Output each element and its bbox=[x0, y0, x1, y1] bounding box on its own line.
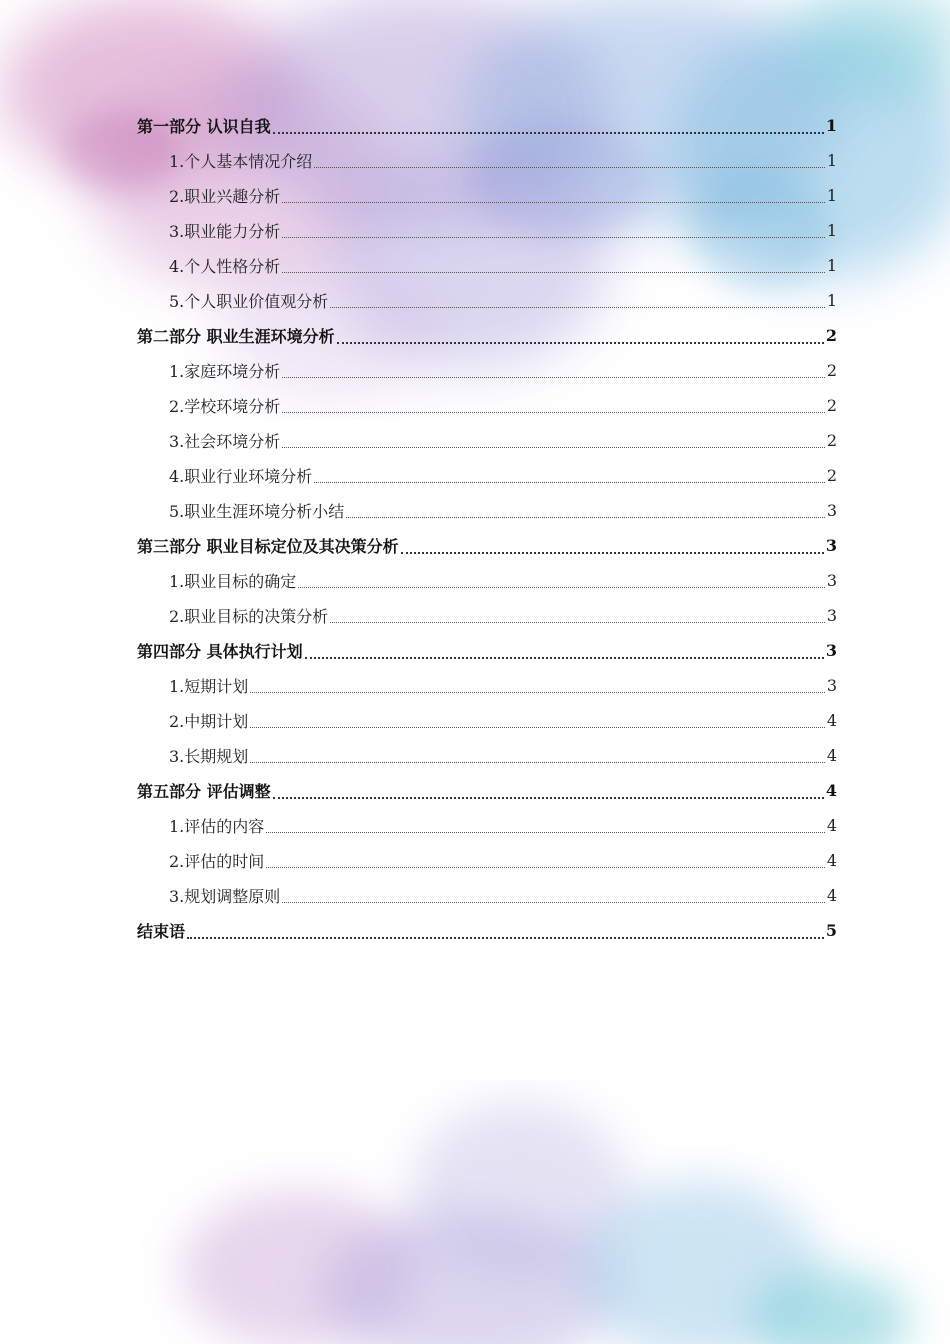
toc-dot-leader bbox=[266, 867, 825, 868]
toc-entry-title: 4.职业行业环境分析 bbox=[169, 467, 313, 486]
toc-section-entry[interactable] bbox=[137, 528, 837, 563]
toc-page-number: 4 bbox=[826, 711, 837, 730]
toc-entry-title: 第三部分 职业目标定位及其决策分析 bbox=[137, 537, 399, 556]
toc-entry-title: 3.长期规划 bbox=[169, 747, 249, 766]
toc-entry-title: 1.评估的内容 bbox=[169, 817, 265, 836]
toc-page-number: 1 bbox=[826, 151, 837, 170]
toc-entry-title: 3.职业能力分析 bbox=[169, 222, 281, 241]
toc-dot-leader bbox=[266, 832, 825, 833]
toc-section-entry[interactable] bbox=[137, 773, 837, 808]
toc-dot-leader bbox=[282, 237, 825, 238]
toc-subsection-entry[interactable] bbox=[137, 563, 837, 598]
toc-dot-leader bbox=[282, 202, 825, 203]
toc-entry-title: 3.规划调整原则 bbox=[169, 887, 281, 906]
watercolor-decoration-bottom bbox=[0, 1080, 950, 1344]
toc-page-number: 3 bbox=[826, 501, 837, 520]
toc-section-entry[interactable] bbox=[137, 913, 837, 948]
toc-dot-leader bbox=[282, 377, 825, 378]
toc-page-number: 1 bbox=[826, 256, 837, 275]
toc-entry-title: 2.职业目标的决策分析 bbox=[169, 607, 329, 626]
toc-dot-leader bbox=[187, 937, 824, 939]
toc-dot-leader bbox=[330, 307, 825, 308]
toc-page-number: 3 bbox=[826, 606, 837, 625]
toc-page-number: 4 bbox=[826, 886, 837, 905]
toc-section-entry[interactable] bbox=[137, 633, 837, 668]
toc-page-number: 4 bbox=[826, 816, 837, 835]
toc-dot-leader bbox=[346, 517, 825, 518]
toc-subsection-entry[interactable] bbox=[137, 143, 837, 178]
toc-page-number: 1 bbox=[826, 291, 837, 310]
toc-entry-title: 第一部分 认识自我 bbox=[137, 117, 271, 136]
toc-page-number: 2 bbox=[826, 396, 837, 415]
toc-entry-title: 第四部分 具体执行计划 bbox=[137, 642, 303, 661]
toc-subsection-entry[interactable] bbox=[137, 178, 837, 213]
toc-page-number: 3 bbox=[826, 571, 837, 590]
toc-entry-title: 5.职业生涯环境分析小结 bbox=[169, 502, 345, 521]
toc-page-number: 1 bbox=[825, 116, 837, 135]
toc-subsection-entry[interactable] bbox=[137, 703, 837, 738]
toc-page-number: 4 bbox=[825, 781, 837, 800]
toc-entry-title: 2.职业兴趣分析 bbox=[169, 187, 281, 206]
toc-entry-title: 5.个人职业价值观分析 bbox=[169, 292, 329, 311]
toc-page-number: 2 bbox=[826, 431, 837, 450]
toc-dot-leader bbox=[282, 902, 825, 903]
toc-page-number: 4 bbox=[826, 851, 837, 870]
toc-entry-title: 1.短期计划 bbox=[169, 677, 249, 696]
toc-dot-leader bbox=[250, 762, 825, 763]
toc-dot-leader bbox=[314, 167, 825, 168]
toc-subsection-entry[interactable] bbox=[137, 738, 837, 773]
toc-subsection-entry[interactable] bbox=[137, 458, 837, 493]
toc-entry-title: 1.家庭环境分析 bbox=[169, 362, 281, 381]
toc-subsection-entry[interactable] bbox=[137, 808, 837, 843]
toc-subsection-entry[interactable] bbox=[137, 213, 837, 248]
toc-entry-title: 3.社会环境分析 bbox=[169, 432, 281, 451]
toc-entry-title: 2.中期计划 bbox=[169, 712, 249, 731]
toc-dot-leader bbox=[250, 692, 825, 693]
toc-subsection-entry[interactable] bbox=[137, 668, 837, 703]
toc-dot-leader bbox=[273, 132, 824, 134]
toc-page-number: 1 bbox=[826, 221, 837, 240]
toc-page-number: 2 bbox=[826, 466, 837, 485]
toc-entry-title: 结束语 bbox=[137, 922, 186, 941]
toc-subsection-entry[interactable] bbox=[137, 843, 837, 878]
toc-dot-leader bbox=[282, 447, 825, 448]
toc-subsection-entry[interactable] bbox=[137, 388, 837, 423]
toc-dot-leader bbox=[282, 412, 825, 413]
toc-dot-leader bbox=[305, 657, 824, 659]
toc-page-number: 2 bbox=[826, 361, 837, 380]
toc-section-entry[interactable] bbox=[137, 108, 837, 143]
toc-subsection-entry[interactable] bbox=[137, 353, 837, 388]
toc-page-number: 2 bbox=[825, 326, 837, 345]
toc-subsection-entry[interactable] bbox=[137, 598, 837, 633]
toc-page-number: 4 bbox=[826, 746, 837, 765]
toc-dot-leader bbox=[401, 552, 824, 554]
toc-subsection-entry[interactable] bbox=[137, 283, 837, 318]
toc-section-entry[interactable] bbox=[137, 318, 837, 353]
toc-page-number: 3 bbox=[826, 676, 837, 695]
toc-dot-leader bbox=[298, 587, 825, 588]
toc-dot-leader bbox=[250, 727, 825, 728]
toc-entry-title: 2.学校环境分析 bbox=[169, 397, 281, 416]
toc-dot-leader bbox=[314, 482, 825, 483]
toc-dot-leader bbox=[330, 622, 825, 623]
toc-page-number: 3 bbox=[825, 641, 837, 660]
toc-entry-title: 第二部分 职业生涯环境分析 bbox=[137, 327, 335, 346]
toc-dot-leader bbox=[282, 272, 825, 273]
toc-page-number: 5 bbox=[825, 921, 837, 940]
toc-page-number: 1 bbox=[826, 186, 837, 205]
toc-entry-title: 1.职业目标的确定 bbox=[169, 572, 297, 591]
toc-subsection-entry[interactable] bbox=[137, 493, 837, 528]
toc-subsection-entry[interactable] bbox=[137, 878, 837, 913]
toc-dot-leader bbox=[273, 797, 824, 799]
toc-entry-title: 2.评估的时间 bbox=[169, 852, 265, 871]
toc-entry-title: 4.个人性格分析 bbox=[169, 257, 281, 276]
table-of-contents bbox=[137, 108, 837, 948]
toc-entry-title: 1.个人基本情况介绍 bbox=[169, 152, 313, 171]
toc-subsection-entry[interactable] bbox=[137, 423, 837, 458]
toc-page-number: 3 bbox=[825, 536, 837, 555]
toc-entry-title: 第五部分 评估调整 bbox=[137, 782, 271, 801]
toc-dot-leader bbox=[337, 342, 824, 344]
toc-subsection-entry[interactable] bbox=[137, 248, 837, 283]
